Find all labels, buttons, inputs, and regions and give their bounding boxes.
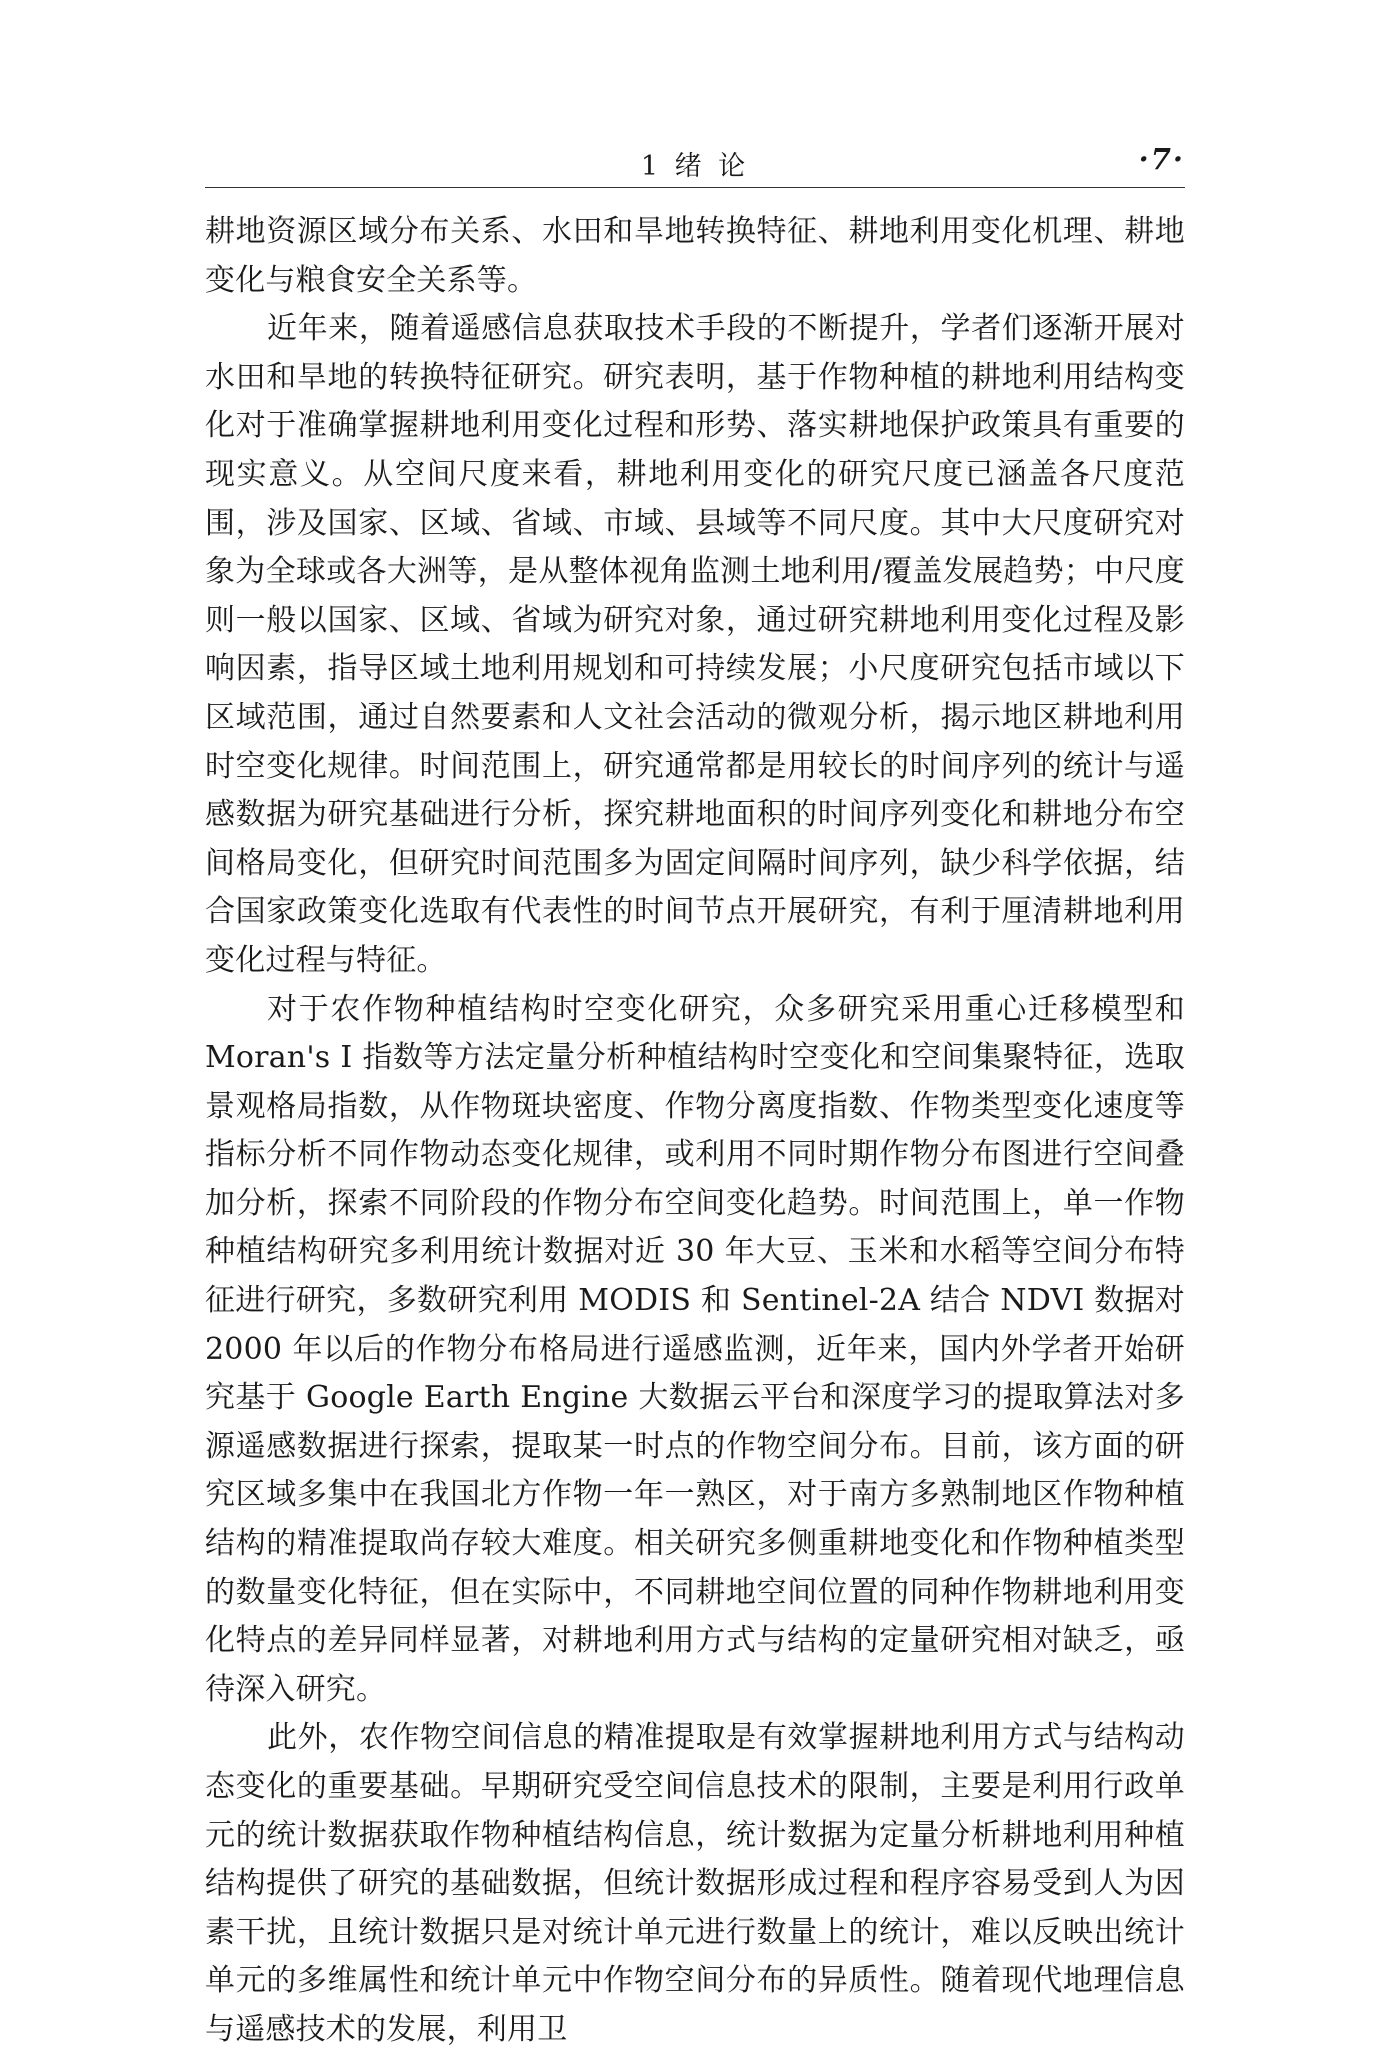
paragraph: 此外，农作物空间信息的精准提取是有效掌握耕地利用方式与结构动态变化的重要基础。早期研究受空间信息技术的限制，主要是利用行政单元的统计数据获取作物种植结构信息，统计数据为定量分析耕地利用种植结构提供了研究的基础数据，但统计数据形成过程和程序容易受到人为因素干扰，且统计数据只是对统计单元进行数量上的统计，难以反映出统计单元的多维属性和统计单元中作物空间分布的异质性。随着现代地理信息与遥感技术的发展，利用卫 — [205, 1720, 1185, 2047]
running-head-chapter: 1 绪 论 — [640, 151, 750, 182]
body-text — [205, 208, 1185, 2055]
paragraph: 近年来，随着遥感信息获取技术手段的不断提升，学者们逐渐开展对水田和旱地的转换特征研究。研究表明，基于作物种植的耕地利用结构变化对于准确掌握耕地利用变化过程和形势、落实耕地保护政策具有重要的现实意义。从空间尺度来看，耕地利用变化的研究尺度已涵盖各尺度范围，涉及国家、区域、省域、市域、县域等不同尺度。其中大尺度研究对象为全球或各大洲等，是从整体视角监测土地利用/覆盖发展趋势；中尺度则一般以国家、区域、省域为研究对象，通过研究耕地利用变化过程及影响因素，指导区域土地利用规划和可持续发展；小尺度研究包括市域以下区域范围，通过自然要素和人文社会活动的微观分析，揭示地区耕地利用时空变化规律。时间范围上，研究通常都是用较长的时间序列的统计与遥感数据为研究基础进行分析，探究耕地面积的时间序列变化和耕地分布空间格局变化，但研究时间范围多为固定间隔时间序列，缺少科学依据，结合国家政策变化选取有代表性的时间节点开展研究，有利于厘清耕地利用变化过程与特征。 — [205, 311, 1185, 978]
page-header — [205, 140, 1185, 186]
paragraph: 对于农作物种植结构时空变化研究，众多研究采用重心迁移模型和 Moran's I 指数等方法定量分析种植结构时空变化和空间集聚特征，选取景观格局指数，从作物斑块密度、作物分离度指数、作物类型变化速度等指标分析不同作物动态变化规律，或利用不同时期作物分布图进行空间叠加分析，探索不同阶段的作物分布空间变化趋势。时间范围上，单一作物种植结构研究多利用统计数据对近 30 年大豆、玉米和水稻等空间分布特征进行研究，多数研究利用 MODIS 和 Sentinel-2A 结合 NDVI 数据对 2000 年以后的作物分布格局进行遥感监测，近年来，国内外学者开始研究基于 Google Earth Engine 大数据云平台和深度学习的提取算法对多源遥感数据进行探索，提取某一时点的作物空间分布。目前，该方面的研究区域多集中在我国北方作物一年一熟区，对于南方多熟制地区作物种植结构的精准提取尚存较大难度。相关研究多侧重耕地变化和作物种植类型的数量变化特征，但在实际中，不同耕地空间位置的同种作物耕地利用变化特点的差异同样显著，对耕地利用方式与结构的定量研究相对缺乏，亟待深入研究。 — [205, 991, 1185, 1707]
header-rule — [205, 187, 1185, 188]
page-number: ·7· — [1138, 142, 1185, 176]
paragraph-continued: 耕地资源区域分布关系、水田和旱地转换特征、耕地利用变化机理、耕地变化与粮食安全关系等。 — [205, 214, 1185, 298]
